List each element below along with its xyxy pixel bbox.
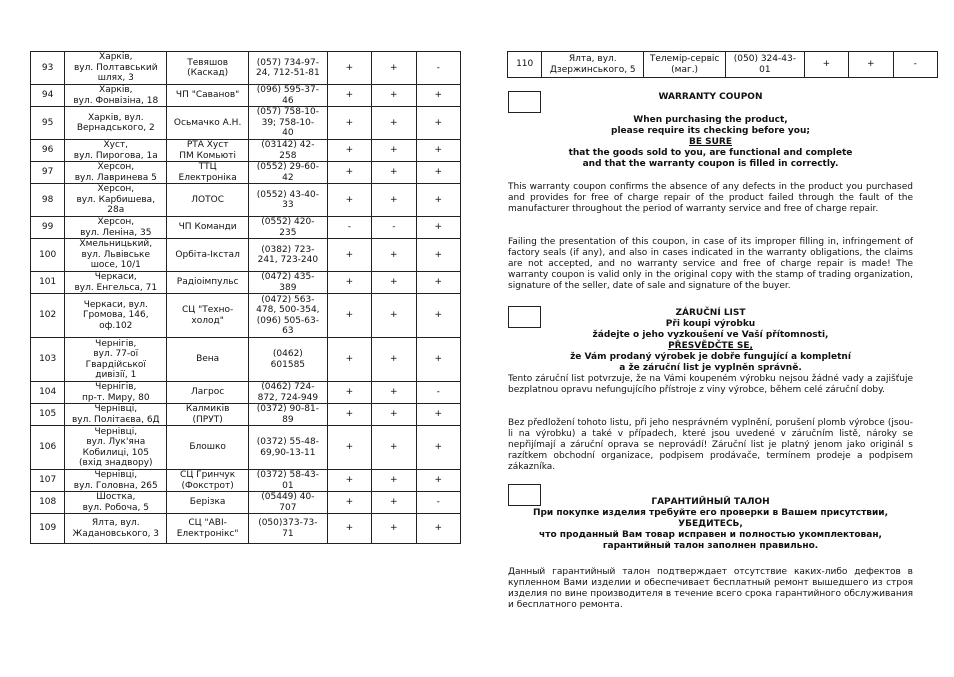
- phone-cell: (0372) 90-81- 89: [249, 404, 328, 426]
- warranty-paragraph-ru: Данный гарантийный талон подтверждает отсутствие каких-либо дефектов в купленном Вами изделии и обеспечивает бесплатный ремонт вышедшего из строя изделия по вине производителя в течение всего срока гарантийного обслуживания и бесплатного ремонта.: [508, 567, 913, 610]
- table-row: [31, 52, 461, 85]
- address-cell: Шостка, вул. Робоча, 5: [65, 492, 167, 514]
- mark-cell: +: [372, 514, 416, 544]
- row-number: 108: [31, 492, 65, 514]
- phone-cell: (0552) 420- 235: [249, 217, 328, 239]
- mark-cell: +: [327, 338, 371, 382]
- phone-cell: (0462) 601585: [249, 338, 328, 382]
- organization-cell: Блошко: [167, 426, 249, 470]
- table-row: [31, 140, 461, 162]
- mark-cell: +: [372, 107, 416, 140]
- row-number: 107: [31, 470, 65, 492]
- table-row: [31, 338, 461, 382]
- address-cell: Хмельницький, вул. Львівське шосе, 10/1: [65, 239, 167, 272]
- row-number: 104: [31, 382, 65, 404]
- address-cell: Чернівці, вул. Головна, 265: [65, 470, 167, 492]
- address-cell: Чернігів, вул. 77-ої Гвардійської дивізії, 1: [65, 338, 167, 382]
- mark-cell: +: [372, 404, 416, 426]
- mark-cell: +: [416, 514, 460, 544]
- phone-cell: (05449) 40- 707: [249, 492, 328, 514]
- table-row: [31, 426, 461, 470]
- table-row: [31, 470, 461, 492]
- table-row: [508, 52, 938, 78]
- table-row: [31, 85, 461, 107]
- mark-cell: +: [372, 382, 416, 404]
- warranty-paragraph-cz-2: Bez předložení tohoto listu, při jeho nesprávném vyplnění, porušení plomb výrobce (jsou-li na výrobku) a také v případech, které jsou uvedené v záručním listě, nároky se nepřijímají a záruční oprava se neprovádí! Záruční list je platný jenom jako originál s razítkem obchodní organizace, podpisem prodávače, termínem prodeje a podpisem zákazníka.: [508, 418, 913, 472]
- phone-cell: (0382) 723- 241, 723-240: [249, 239, 328, 272]
- table-row: [31, 239, 461, 272]
- mark-cell: +: [416, 239, 460, 272]
- mark-cell: +: [416, 85, 460, 107]
- row-number: 102: [31, 294, 65, 338]
- mark-cell: +: [327, 184, 371, 217]
- row-number: 100: [31, 239, 65, 272]
- mark-cell: +: [372, 239, 416, 272]
- phone-cell: (0372) 58-43- 01: [249, 470, 328, 492]
- mark-cell: +: [416, 404, 460, 426]
- row-number: 106: [31, 426, 65, 470]
- mark-cell: +: [327, 426, 371, 470]
- address-cell: Черкаси, вул. Громова, 146, оф.102: [65, 294, 167, 338]
- mark-cell: -: [893, 52, 937, 78]
- row-number: 98: [31, 184, 65, 217]
- table-row: [31, 404, 461, 426]
- mark-cell: -: [416, 52, 460, 85]
- mark-cell: +: [416, 140, 460, 162]
- organization-cell: ЧП "Саванов": [167, 85, 249, 107]
- address-cell: Ялта, вул. Дзержинського, 5: [542, 52, 644, 78]
- mark-cell: -: [372, 217, 416, 239]
- warranty-paragraph-en-2: Failing the presentation of this coupon, in case of its improper filling in, infringement of factory seals (if any), and also in cases indicated in the warranty obligations, the claims are not accepted, and no warranty service and free of charge repair is made! The warranty coupon is valid only in the original copy with the stamp of trading organization, signature of the seller, date of sale and signature of the buyer.: [508, 237, 913, 291]
- mark-cell: +: [372, 470, 416, 492]
- mark-cell: +: [372, 52, 416, 85]
- mark-cell: +: [327, 294, 371, 338]
- phone-cell: (0472) 435- 389: [249, 272, 328, 294]
- mark-cell: +: [327, 239, 371, 272]
- table-row: [31, 492, 461, 514]
- address-cell: Чернігів, пр-т. Миру, 80: [65, 382, 167, 404]
- organization-cell: Калмиків (ПРУТ): [167, 404, 249, 426]
- mark-cell: +: [372, 272, 416, 294]
- organization-cell: ЧП Команди: [167, 217, 249, 239]
- row-number: 105: [31, 404, 65, 426]
- mark-cell: +: [372, 338, 416, 382]
- organization-cell: Орбіта-Ікстал: [167, 239, 249, 272]
- mark-cell: +: [327, 404, 371, 426]
- organization-cell: СЦ Гринчук (Фокстрот): [167, 470, 249, 492]
- warranty-paragraph-cz-1: Tento záruční list potvrzuje, že na Vámi koupeném výrobku nejsou žádné vady a zajišťuje bezplatnou opravu nefungujícího přístroje z viny výrobce, během celé záruční doby.: [508, 374, 913, 395]
- row-number: 103: [31, 338, 65, 382]
- warranty-paragraph-en-1: This warranty coupon confirms the absence of any defects in the product you purchased and provides for free of charge repair of the product failed through the fault of the manufacturer throughout the period of warranty service and free of charge repair.: [508, 182, 913, 214]
- mark-cell: +: [327, 272, 371, 294]
- mark-cell: +: [416, 162, 460, 184]
- organization-cell: Осьмачко А.Н.: [167, 107, 249, 140]
- mark-cell: +: [804, 52, 848, 78]
- mark-cell: +: [416, 338, 460, 382]
- phone-cell: (0472) 563- 478, 500-354, (096) 505-63- 63: [249, 294, 328, 338]
- address-cell: Чернівці, вул. Політаєва, 6Д: [65, 404, 167, 426]
- phone-cell: (057) 758-10- 39; 758-10- 40: [249, 107, 328, 140]
- phone-cell: (096) 595-37- 46: [249, 85, 328, 107]
- row-number: 95: [31, 107, 65, 140]
- mark-cell: +: [327, 492, 371, 514]
- organization-cell: Телемір-сервіс (маг.): [644, 52, 726, 78]
- mark-cell: +: [327, 140, 371, 162]
- mark-cell: +: [416, 294, 460, 338]
- table-row: [31, 382, 461, 404]
- mark-cell: -: [416, 382, 460, 404]
- table-row: [31, 272, 461, 294]
- row-number: 110: [508, 52, 542, 78]
- row-number: 101: [31, 272, 65, 294]
- warranty-title-ru: ГАРАНТИЙНЫЙ ТАЛОН При покупке изделия требуйте его проверки в Вашем присутствии, УБЕДИТЕСЬ, что проданный Вам товар исправен и полностью укомплектован, гарантийный талон заполнен правильно.: [532, 497, 889, 551]
- mark-cell: +: [372, 294, 416, 338]
- warranty-title-en: WARRANTY COUPON: [658, 92, 763, 102]
- phone-cell: (057) 734-97- 24, 712-51-81: [249, 52, 328, 85]
- address-cell: Херсон, вул. Леніна, 35: [65, 217, 167, 239]
- mark-cell: +: [372, 85, 416, 107]
- phone-cell: (0462) 724- 872, 724-949: [249, 382, 328, 404]
- mark-cell: +: [327, 162, 371, 184]
- organization-cell: Радіоімпульс: [167, 272, 249, 294]
- organization-cell: СЦ "Техно- холод": [167, 294, 249, 338]
- address-cell: Хуст, вул. Пирогова, 1а: [65, 140, 167, 162]
- mark-cell: +: [372, 140, 416, 162]
- row-number: 109: [31, 514, 65, 544]
- mark-cell: +: [327, 514, 371, 544]
- address-cell: Херсон, вул. Карбишева, 28а: [65, 184, 167, 217]
- mark-cell: +: [416, 184, 460, 217]
- mark-cell: +: [327, 107, 371, 140]
- phone-cell: (0552) 43-40- 33: [249, 184, 328, 217]
- row-number: 93: [31, 52, 65, 85]
- warranty-title-cz: ZÁRUČNÍ LIST Při koupi výrobku žádejte o jeho vyzkoušení ve Vaší přítomnosti, PŘESVĚDČTE SE, že Vám prodaný výrobek je dobře fungující a kompletní a že záruční list je vyplněn správně.: [570, 308, 851, 373]
- address-cell: Херсон, вул. Лавринева 5: [65, 162, 167, 184]
- organization-cell: РТА Хуст ПМ Комьюті: [167, 140, 249, 162]
- organization-cell: Вена: [167, 338, 249, 382]
- organization-cell: Берізка: [167, 492, 249, 514]
- table-row: [31, 184, 461, 217]
- mark-cell: +: [416, 107, 460, 140]
- table-row: [31, 162, 461, 184]
- phone-cell: (03142) 42- 258: [249, 140, 328, 162]
- mark-cell: +: [372, 426, 416, 470]
- table-row: [31, 294, 461, 338]
- mark-cell: +: [327, 470, 371, 492]
- address-cell: Харків, вул. Полтавський шлях, 3: [65, 52, 167, 85]
- mark-cell: +: [327, 85, 371, 107]
- phone-cell: (050) 324-43- 01: [726, 52, 805, 78]
- mark-cell: +: [372, 492, 416, 514]
- mark-cell: +: [327, 382, 371, 404]
- row-number: 99: [31, 217, 65, 239]
- address-cell: Ялта, вул. Жадановського, 3: [65, 514, 167, 544]
- organization-cell: ТТЦ Електроніка: [167, 162, 249, 184]
- mark-cell: +: [416, 217, 460, 239]
- organization-cell: ЛОТОС: [167, 184, 249, 217]
- warranty-instructions-en: When purchasing the product, please require its checking before you; BE SURE that the goods sold to you, are functional and complete and that the warranty coupon is filled in correctly.: [568, 115, 853, 169]
- organization-cell: СЦ "АВІ- Електронікс": [167, 514, 249, 544]
- mark-cell: +: [372, 184, 416, 217]
- mark-cell: +: [416, 470, 460, 492]
- phone-cell: (0372) 55-48- 69,90-13-11: [249, 426, 328, 470]
- service-centers-table: [30, 51, 461, 544]
- row-number: 96: [31, 140, 65, 162]
- mark-cell: -: [327, 217, 371, 239]
- address-cell: Харків, вул. Вернадського, 2: [65, 107, 167, 140]
- phone-cell: (0552) 29-60- 42: [249, 162, 328, 184]
- service-centers-table-continued: [507, 51, 938, 78]
- address-cell: Харків, вул. Фонвізіна, 18: [65, 85, 167, 107]
- row-number: 97: [31, 162, 65, 184]
- mark-cell: +: [849, 52, 893, 78]
- organization-cell: Лагрос: [167, 382, 249, 404]
- mark-cell: -: [416, 492, 460, 514]
- table-row: [31, 217, 461, 239]
- row-number: 94: [31, 85, 65, 107]
- table-row: [31, 514, 461, 544]
- address-cell: Чернівці, вул. Лук'яна Кобилиці, 105 (вхід знадвору): [65, 426, 167, 470]
- mark-cell: +: [416, 426, 460, 470]
- address-cell: Черкаси, вул. Енгельса, 71: [65, 272, 167, 294]
- mark-cell: +: [372, 162, 416, 184]
- phone-cell: (050)373-73- 71: [249, 514, 328, 544]
- organization-cell: Тевяшов (Каскад): [167, 52, 249, 85]
- mark-cell: +: [327, 52, 371, 85]
- mark-cell: +: [416, 272, 460, 294]
- table-row: [31, 107, 461, 140]
